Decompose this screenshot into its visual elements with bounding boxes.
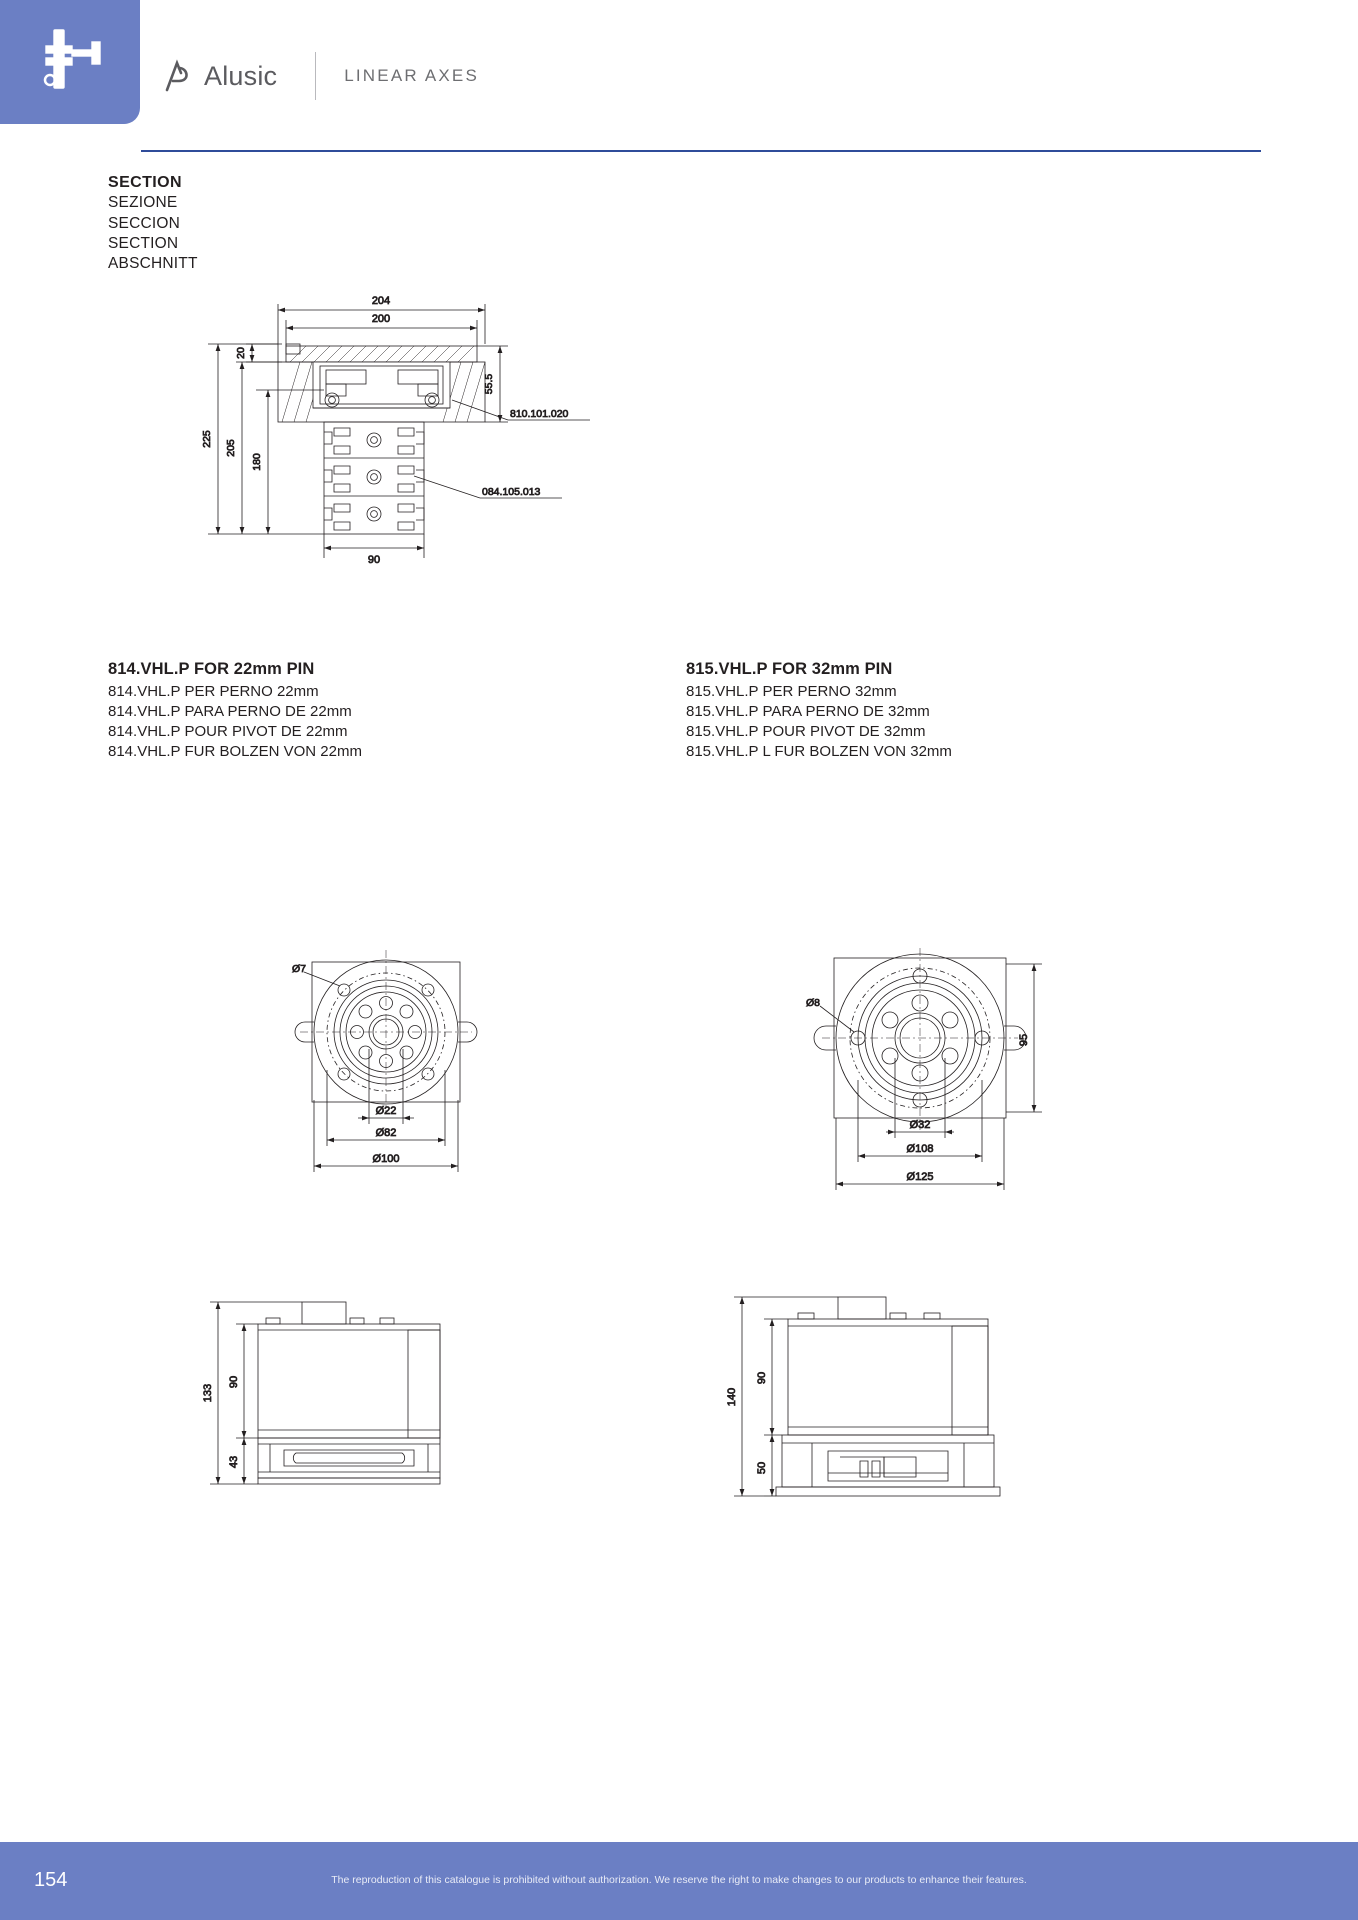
svg-text:43: 43 — [228, 1455, 240, 1469]
part-814-line-fr: 814.VHL.P POUR PIVOT DE 22mm — [108, 723, 348, 741]
part-815-heading: 815.VHL.P FOR 32mm PIN — [686, 660, 893, 678]
brand-name: Alusic — [204, 60, 278, 91]
svg-text:084.105.013: 084.105.013 — [482, 486, 541, 498]
cross-section-technical-drawing — [190, 280, 710, 620]
page-number: 154 — [34, 1869, 68, 1891]
page-footer — [0, 1842, 1358, 1920]
svg-text:133: 133 — [202, 1383, 214, 1403]
svg-text:225: 225 — [201, 430, 213, 448]
814-vhl-p-front-view — [200, 1290, 500, 1520]
svg-text:Ø7: Ø7 — [292, 963, 307, 975]
815-vhl-p-front-view — [720, 1285, 1040, 1535]
part-815-line-it: 815.VHL.P PER PERNO 32mm — [686, 683, 897, 700]
svg-text:140: 140 — [726, 1387, 738, 1407]
page-header — [0, 0, 1358, 128]
part-814-heading: 814.VHL.P FOR 22mm PIN — [108, 660, 315, 678]
svg-text:Ø82: Ø82 — [375, 1127, 397, 1139]
814-vhl-p-top-view — [270, 950, 530, 1230]
section-heading-it: SEZIONE — [108, 194, 178, 212]
section-heading-block — [108, 172, 198, 275]
svg-text:90: 90 — [228, 1375, 240, 1389]
section-heading-de: ABSCHNITT — [108, 255, 198, 273]
svg-text:95: 95 — [1018, 1033, 1030, 1047]
svg-text:205: 205 — [225, 439, 237, 457]
header-rule — [141, 150, 1261, 152]
svg-text:810.101.020: 810.101.020 — [510, 408, 569, 420]
815-vhl-p-top-view — [790, 940, 1090, 1240]
svg-text:Ø8: Ø8 — [806, 997, 821, 1009]
part-814-line-it: 814.VHL.P PER PERNO 22mm — [108, 683, 319, 700]
svg-text:Ø22: Ø22 — [375, 1105, 397, 1117]
footer-disclaimer: The reproduction of this catalogue is prohibited without authorization. We reserve the right to make changes to our products to enhance their features. — [331, 1874, 1027, 1886]
svg-text:204: 204 — [371, 295, 391, 307]
svg-text:90: 90 — [756, 1371, 768, 1385]
part-815-line-fr: 815.VHL.P POUR PIVOT DE 32mm — [686, 723, 926, 741]
svg-text:Ø125: Ø125 — [906, 1171, 934, 1183]
svg-text:Ø108: Ø108 — [906, 1143, 934, 1155]
part-column-814 — [108, 660, 362, 762]
part-column-815 — [686, 660, 952, 762]
svg-text:Ø100: Ø100 — [372, 1153, 400, 1165]
part-815-line-de: 815.VHL.P L FUR BOLZEN VON 32mm — [686, 743, 952, 761]
section-heading-en: SECTION — [108, 174, 182, 191]
section-heading-es: SECCION — [108, 214, 181, 232]
header-category: LINEAR AXES — [344, 66, 479, 85]
part-814-line-de: 814.VHL.P FUR BOLZEN VON 22mm — [108, 743, 362, 761]
svg-text:200: 200 — [371, 313, 391, 325]
part-815-line-es: 815.VHL.P PARA PERNO DE 32mm — [686, 703, 930, 721]
svg-text:20: 20 — [235, 347, 247, 359]
svg-text:90: 90 — [367, 554, 381, 566]
part-814-line-es: 814.VHL.P PARA PERNO DE 22mm — [108, 703, 352, 721]
linear-axis-product-icon — [36, 24, 108, 96]
header-divider — [315, 52, 316, 100]
svg-text:55.5: 55.5 — [483, 373, 495, 395]
svg-text:180: 180 — [251, 453, 263, 471]
svg-text:Ø32: Ø32 — [909, 1119, 931, 1131]
brand-block — [160, 52, 479, 100]
alusic-a-logo-icon — [160, 59, 194, 93]
svg-text:50: 50 — [756, 1461, 768, 1475]
section-heading-fr: SECTION — [108, 235, 179, 253]
